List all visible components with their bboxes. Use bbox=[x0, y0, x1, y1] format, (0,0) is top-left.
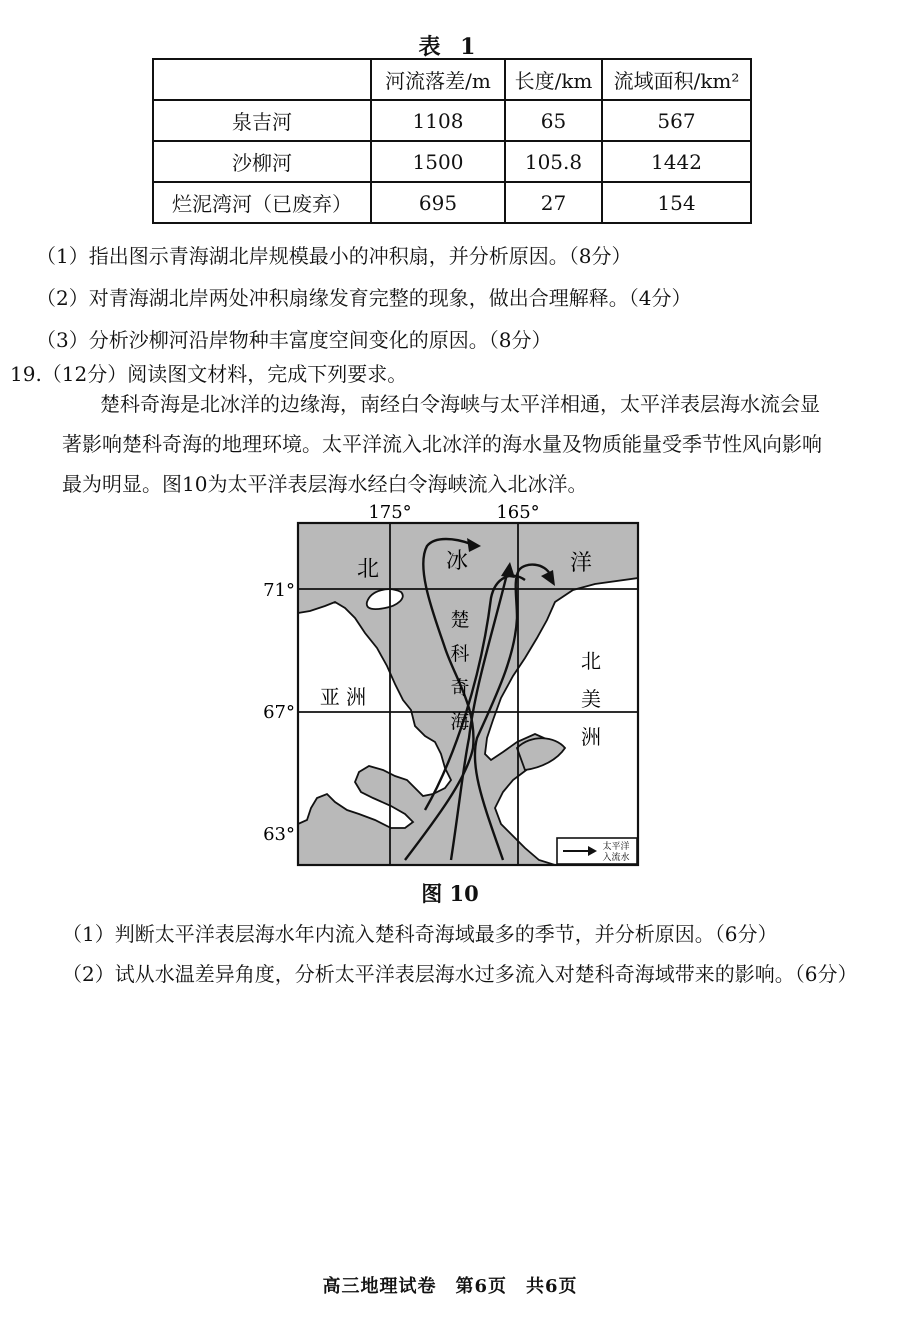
material-line: 楚科奇海是北冰洋的边缘海，南经白令海峡与太平洋相通，太平洋表层海水流会显 bbox=[100, 392, 820, 416]
ocean-label-char: 洋 bbox=[569, 551, 593, 576]
sea-label-char: 科 bbox=[450, 643, 470, 665]
na-label-char: 美 bbox=[581, 687, 601, 711]
material-line: 著影响楚科奇海的地理环境。太平洋流入北冰洋的海水量及物质能量受季节性风向影响 bbox=[62, 432, 822, 456]
ocean-label-char: 北 bbox=[356, 557, 380, 582]
figure-caption: 图 10 bbox=[421, 881, 479, 906]
river-data-table bbox=[152, 58, 752, 224]
table-cell: 65 bbox=[505, 100, 602, 141]
table-cell: 695 bbox=[371, 182, 505, 223]
page-footer: 高三地理试卷 第6页 共6页 bbox=[322, 1276, 578, 1297]
lat-label-63: 63° bbox=[263, 824, 295, 845]
ocean-label-char: 冰 bbox=[445, 549, 469, 574]
table-cell: 105.8 bbox=[505, 141, 602, 182]
table-row bbox=[153, 182, 751, 223]
table-header-cell bbox=[153, 59, 371, 100]
na-label-char: 北 bbox=[581, 649, 601, 673]
table-cell: 154 bbox=[602, 182, 751, 223]
table-cell: 1108 bbox=[371, 100, 505, 141]
table-cell: 567 bbox=[602, 100, 751, 141]
question-18-2: （2）对青海湖北岸两处冲积扇缘发育完整的现象，做出合理解释。（4分） bbox=[36, 286, 692, 310]
table-header-cell: 河流落差/m bbox=[371, 59, 505, 100]
table-cell: 1442 bbox=[602, 141, 751, 182]
table-row bbox=[153, 141, 751, 182]
table-header-cell: 流域面积/km² bbox=[602, 59, 751, 100]
material-line: 最为明显。图10为太平洋表层海水经白令海峡流入北冰洋。 bbox=[62, 472, 588, 496]
lat-label-71: 71° bbox=[263, 580, 295, 601]
question-18-3: （3）分析沙柳河沿岸物种丰富度空间变化的原因。（8分） bbox=[36, 328, 552, 352]
lon-label-175: 175° bbox=[368, 502, 412, 523]
question-19-header: 19.（12分）阅读图文材料，完成下列要求。 bbox=[10, 362, 408, 386]
table-header-row bbox=[153, 59, 751, 100]
table-cell: 沙柳河 bbox=[153, 141, 371, 182]
question-19-1: （1）判断太平洋表层海水年内流入楚科奇海域最多的季节，并分析原因。（6分） bbox=[62, 922, 778, 946]
table-cell: 烂泥湾河（已废弃） bbox=[153, 182, 371, 223]
sea-label-char: 楚 bbox=[450, 609, 470, 631]
legend-label-line2: 入流水 bbox=[602, 853, 630, 863]
legend-label-line1: 太平洋 bbox=[602, 842, 630, 852]
lon-label-165: 165° bbox=[496, 502, 540, 523]
asia-label: 亚 洲 bbox=[319, 685, 367, 709]
table-header-cell: 长度/km bbox=[505, 59, 602, 100]
table-cell: 泉吉河 bbox=[153, 100, 371, 141]
sea-label-char: 海 bbox=[450, 711, 470, 733]
question-18-1: （1）指出图示青海湖北岸规模最小的冲积扇，并分析原因。（8分） bbox=[36, 244, 632, 268]
table-title: 表 1 bbox=[418, 34, 482, 60]
table-cell: 27 bbox=[505, 182, 602, 223]
table-row bbox=[153, 100, 751, 141]
na-label-char: 洲 bbox=[581, 725, 601, 749]
sea-label-char: 奇 bbox=[450, 677, 470, 699]
map-legend bbox=[557, 838, 637, 864]
table-cell: 1500 bbox=[371, 141, 505, 182]
chukchi-sea-map bbox=[255, 498, 655, 870]
question-19-2: （2）试从水温差异角度，分析太平洋表层海水过多流入对楚科奇海域带来的影响。（6分） bbox=[62, 962, 858, 986]
lat-label-67: 67° bbox=[263, 702, 295, 723]
